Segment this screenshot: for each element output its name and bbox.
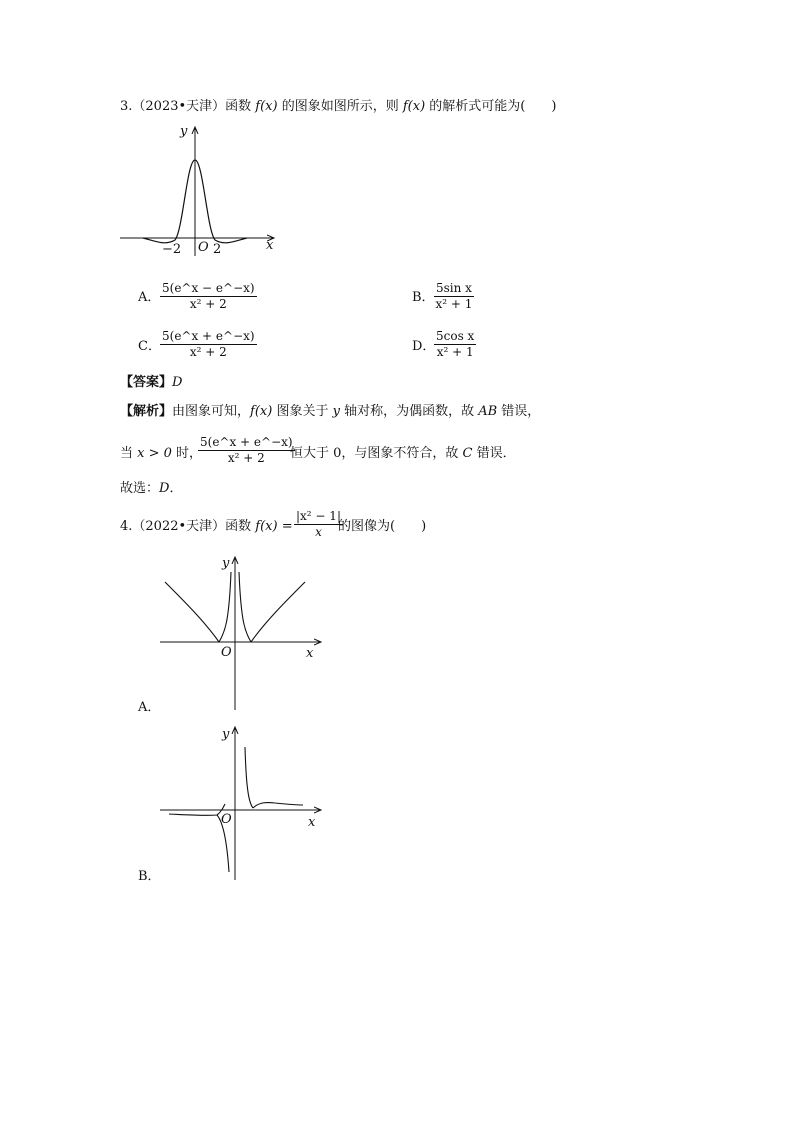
q4-fx: f(x) = bbox=[255, 519, 293, 534]
q4b-x-label: x bbox=[308, 815, 316, 830]
q3-option-b-den: x² + 1 bbox=[435, 297, 473, 311]
q3-option-a-expr bbox=[160, 282, 257, 311]
q3-answer-tag: 【答案】 bbox=[120, 375, 173, 390]
q4-stem-b: 的图像为( ) bbox=[338, 519, 427, 534]
q3-choice-text: 故选： bbox=[120, 481, 160, 496]
q4-graph-b bbox=[155, 722, 335, 882]
q3-analysis-y: y bbox=[332, 404, 340, 419]
q4a-origin: O bbox=[221, 645, 232, 660]
q3-option-b-num: 5sin x bbox=[436, 281, 472, 295]
q3-analysis2-text: 当 bbox=[120, 446, 138, 461]
q3-x-label: x bbox=[266, 238, 274, 253]
q3-prefix: 3.（2023•天津）函数 bbox=[120, 99, 256, 114]
q3-choice-text: ． bbox=[169, 481, 183, 496]
q4b-origin: O bbox=[221, 812, 232, 827]
q3-analysis-text: 由图象可知， bbox=[172, 404, 251, 419]
q4-option-b-label: B． bbox=[138, 869, 161, 884]
q3-choice-line bbox=[120, 481, 182, 497]
q3-stem bbox=[120, 99, 556, 115]
q3-analysis2-text: 错误． bbox=[472, 446, 516, 461]
q3-option-c-den: x² + 2 bbox=[189, 345, 227, 359]
q4-option-a-label: A． bbox=[138, 700, 161, 715]
q3-analysis-text: 轴对称，为偶函数，故 bbox=[339, 404, 479, 419]
q4a-right-inner bbox=[239, 572, 251, 642]
q3-analysis2-cond: x > 0 bbox=[137, 446, 172, 461]
q3-option-a-den: x² + 2 bbox=[189, 297, 227, 311]
q4b-right-curve bbox=[253, 803, 303, 808]
q3-y-label: y bbox=[180, 124, 188, 139]
q3-graph bbox=[115, 120, 285, 260]
q3-analysis2-num: 5(e^x + e^−x) bbox=[200, 435, 293, 449]
q3-analysis2-text: 时， bbox=[171, 446, 203, 461]
q4-prefix: 4.（2022•天津）函数 bbox=[120, 519, 256, 534]
q4-num: |x² − 1| bbox=[296, 509, 341, 523]
q3-fx1: f(x) bbox=[255, 99, 278, 114]
q3-pos2: 2 bbox=[213, 242, 222, 257]
q4a-right-curve bbox=[251, 582, 305, 642]
q4a-left-inner bbox=[219, 572, 231, 642]
q3-analysis-text: 图象关于 bbox=[272, 404, 333, 419]
q3-analysis2-expr bbox=[198, 436, 295, 465]
q3-option-b-label: B． bbox=[412, 290, 435, 305]
q4b-y-label: y bbox=[222, 727, 230, 742]
q4a-x-label: x bbox=[306, 646, 314, 661]
q3-analysis-line2-a bbox=[120, 446, 202, 462]
q3-option-c-num: 5(e^x + e^−x) bbox=[162, 329, 255, 343]
q3-option-b-expr bbox=[434, 282, 474, 311]
q3-analysis-fx: f(x) bbox=[250, 404, 273, 419]
q3-neg2: −2 bbox=[162, 242, 182, 257]
q3-option-d-label: D． bbox=[412, 339, 436, 354]
q3-fx2: f(x) bbox=[402, 99, 426, 114]
q3-choice-d: D bbox=[159, 481, 170, 496]
q3-option-d-den: x² + 1 bbox=[436, 345, 474, 359]
q3-analysis2-den: x² + 2 bbox=[227, 451, 265, 465]
q3-option-c-expr bbox=[160, 330, 257, 359]
q4-graph-a bbox=[155, 552, 335, 712]
q4-den: x bbox=[315, 525, 322, 539]
q4a-y-label: y bbox=[222, 556, 230, 571]
q3-analysis-text: 错误， bbox=[497, 404, 541, 419]
q3-analysis2-c: C bbox=[462, 446, 473, 461]
q4a-left-curve bbox=[165, 582, 219, 642]
q3-analysis2-text: 恒大于 0，与图象不符合，故 bbox=[290, 446, 463, 461]
q3-origin: O bbox=[198, 240, 209, 255]
q3-option-d-expr bbox=[434, 330, 476, 359]
q3-option-a-num: 5(e^x − e^−x) bbox=[162, 281, 255, 295]
q3-answer: D bbox=[172, 375, 183, 390]
q3-option-c-label: C． bbox=[138, 339, 161, 354]
q4-stem-a bbox=[120, 519, 293, 535]
q3-option-d-num: 5cos x bbox=[436, 329, 475, 343]
q3-analysis-ab: AB bbox=[478, 404, 498, 419]
q4b-right-branch bbox=[245, 747, 253, 808]
q4-expr bbox=[294, 510, 343, 539]
q3-option-a-label: A． bbox=[138, 290, 161, 305]
q3-suffix: 的解析式可能为( ) bbox=[425, 99, 557, 114]
q3-answer-line bbox=[120, 375, 182, 391]
q3-analysis-tag: 【解析】 bbox=[120, 404, 173, 419]
q3-mid: 的图象如图所示，则 bbox=[277, 99, 403, 114]
q3-analysis-line2-b bbox=[290, 446, 516, 462]
q3-analysis-line1 bbox=[120, 404, 540, 420]
